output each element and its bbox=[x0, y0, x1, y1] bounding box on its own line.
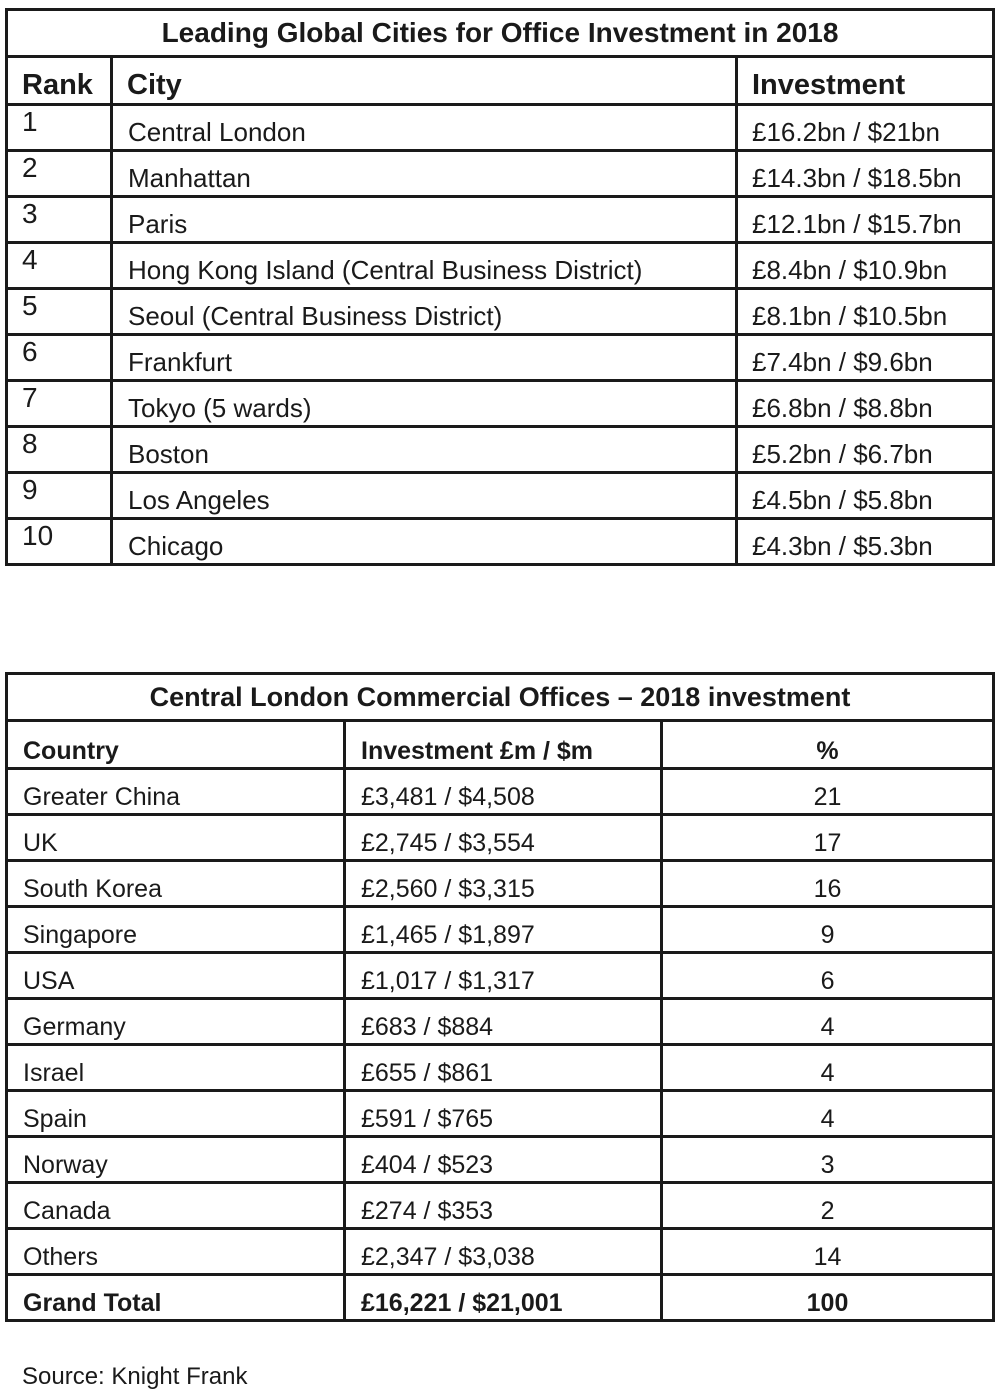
city-cell: Central London bbox=[112, 105, 737, 151]
investment-cell: £683 / $884 bbox=[345, 999, 662, 1045]
investment-cell: £5.2bn / $6.7bn bbox=[737, 427, 994, 473]
city-cell: Hong Kong Island (Central Business District) bbox=[112, 243, 737, 289]
rank-cell: 9 bbox=[7, 473, 112, 519]
percent-cell: 14 bbox=[662, 1229, 994, 1275]
city-cell: Chicago bbox=[112, 519, 737, 565]
rank-cell: 3 bbox=[7, 197, 112, 243]
rank-cell: 5 bbox=[7, 289, 112, 335]
country-cell: Canada bbox=[7, 1183, 345, 1229]
investment-cell: £3,481 / $4,508 bbox=[345, 769, 662, 815]
table-row bbox=[7, 1183, 994, 1229]
investment-cell: £4.3bn / $5.3bn bbox=[737, 519, 994, 565]
table-row bbox=[7, 289, 994, 335]
city-cell: Paris bbox=[112, 197, 737, 243]
table-row bbox=[7, 197, 994, 243]
country-cell: Others bbox=[7, 1229, 345, 1275]
investment-cell: £7.4bn / $9.6bn bbox=[737, 335, 994, 381]
percent-cell: 16 bbox=[662, 861, 994, 907]
city-cell: Frankfurt bbox=[112, 335, 737, 381]
city-cell: Manhattan bbox=[112, 151, 737, 197]
rank-column-header: Rank bbox=[7, 57, 112, 105]
table-row bbox=[7, 907, 994, 953]
percent-cell: 4 bbox=[662, 999, 994, 1045]
percent-cell: 9 bbox=[662, 907, 994, 953]
table-row bbox=[7, 815, 994, 861]
percent-cell: 17 bbox=[662, 815, 994, 861]
investment-cell: £1,465 / $1,897 bbox=[345, 907, 662, 953]
table-row bbox=[7, 243, 994, 289]
percent-cell: 4 bbox=[662, 1091, 994, 1137]
investment-cell: £16.2bn / $21bn bbox=[737, 105, 994, 151]
investment-cell: £4.5bn / $5.8bn bbox=[737, 473, 994, 519]
table-row bbox=[7, 381, 994, 427]
rank-cell: 2 bbox=[7, 151, 112, 197]
investment-cell: £8.1bn / $10.5bn bbox=[737, 289, 994, 335]
city-column-header: City bbox=[112, 57, 737, 105]
country-column-header: Country bbox=[7, 721, 345, 769]
rank-cell: 10 bbox=[7, 519, 112, 565]
country-cell: USA bbox=[7, 953, 345, 999]
city-cell: Boston bbox=[112, 427, 737, 473]
table-row bbox=[7, 1229, 994, 1275]
investment-cell: £2,347 / $3,038 bbox=[345, 1229, 662, 1275]
percent-cell: 2 bbox=[662, 1183, 994, 1229]
table-row bbox=[7, 1045, 994, 1091]
table2-title: Central London Commercial Offices – 2018 investment bbox=[7, 674, 994, 721]
investment-cell: £2,560 / $3,315 bbox=[345, 861, 662, 907]
percent-column-header: % bbox=[662, 721, 994, 769]
investment-cell: £1,017 / $1,317 bbox=[345, 953, 662, 999]
table-row bbox=[7, 769, 994, 815]
grand-total-investment: £16,221 / $21,001 bbox=[345, 1275, 662, 1321]
percent-cell: 3 bbox=[662, 1137, 994, 1183]
percent-cell: 4 bbox=[662, 1045, 994, 1091]
investment-cell: £404 / $523 bbox=[345, 1137, 662, 1183]
table-row bbox=[7, 1091, 994, 1137]
table-row bbox=[7, 105, 994, 151]
investment-cell: £655 / $861 bbox=[345, 1045, 662, 1091]
country-cell: South Korea bbox=[7, 861, 345, 907]
investment-cell: £14.3bn / $18.5bn bbox=[737, 151, 994, 197]
table-row bbox=[7, 335, 994, 381]
table-row bbox=[7, 519, 994, 565]
rank-cell: 6 bbox=[7, 335, 112, 381]
city-cell: Seoul (Central Business District) bbox=[112, 289, 737, 335]
country-cell: Germany bbox=[7, 999, 345, 1045]
investment-cell: £274 / $353 bbox=[345, 1183, 662, 1229]
rank-cell: 4 bbox=[7, 243, 112, 289]
table-row bbox=[7, 861, 994, 907]
table-row bbox=[7, 999, 994, 1045]
investment-gbp-usd-column-header: Investment £m / $m bbox=[345, 721, 662, 769]
rank-cell: 1 bbox=[7, 105, 112, 151]
central-london-investment-table bbox=[5, 672, 995, 1322]
investment-cell: £591 / $765 bbox=[345, 1091, 662, 1137]
table-row bbox=[7, 427, 994, 473]
investment-cell: £12.1bn / $15.7bn bbox=[737, 197, 994, 243]
table-row bbox=[7, 1137, 994, 1183]
investment-cell: £8.4bn / $10.9bn bbox=[737, 243, 994, 289]
investment-cell: £6.8bn / $8.8bn bbox=[737, 381, 994, 427]
grand-total-percent: 100 bbox=[662, 1275, 994, 1321]
grand-total-label: Grand Total bbox=[7, 1275, 345, 1321]
source-note: Source: Knight Frank bbox=[22, 1363, 248, 1390]
table-row bbox=[7, 953, 994, 999]
investment-cell: £2,745 / $3,554 bbox=[345, 815, 662, 861]
country-cell: UK bbox=[7, 815, 345, 861]
percent-cell: 6 bbox=[662, 953, 994, 999]
city-cell: Tokyo (5 wards) bbox=[112, 381, 737, 427]
table-row bbox=[7, 473, 994, 519]
country-cell: Israel bbox=[7, 1045, 345, 1091]
city-cell: Los Angeles bbox=[112, 473, 737, 519]
office-investment-cities-table bbox=[5, 8, 995, 566]
grand-total-row bbox=[7, 1275, 994, 1321]
table-row bbox=[7, 151, 994, 197]
investment-column-header: Investment bbox=[737, 57, 994, 105]
country-cell: Spain bbox=[7, 1091, 345, 1137]
rank-cell: 8 bbox=[7, 427, 112, 473]
table1-title: Leading Global Cities for Office Investment in 2018 bbox=[7, 10, 994, 57]
country-cell: Norway bbox=[7, 1137, 345, 1183]
country-cell: Greater China bbox=[7, 769, 345, 815]
percent-cell: 21 bbox=[662, 769, 994, 815]
rank-cell: 7 bbox=[7, 381, 112, 427]
country-cell: Singapore bbox=[7, 907, 345, 953]
